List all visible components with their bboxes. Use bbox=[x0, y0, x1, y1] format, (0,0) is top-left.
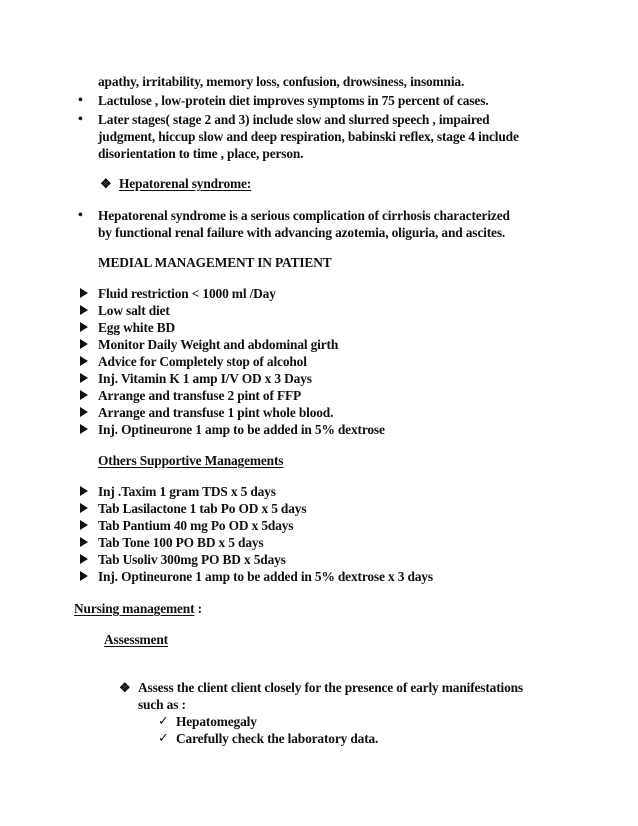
arrow-bullet-icon bbox=[80, 404, 88, 421]
arrow-bullet-icon bbox=[80, 319, 88, 336]
arrow-bullet-icon bbox=[80, 483, 88, 500]
check-icon: ✓ bbox=[158, 714, 169, 729]
list-item: Egg white BD bbox=[98, 320, 176, 335]
assess-line-1: Assess the client client closely for the presence of early manifestations bbox=[138, 680, 523, 695]
arrow-bullet-icon bbox=[80, 534, 88, 551]
arrow-bullet-icon bbox=[80, 551, 88, 568]
list-item: Low salt diet bbox=[98, 303, 170, 318]
list-item: Inj. Optineurone 1 amp to be added in 5% dextrose x 3 days bbox=[98, 569, 433, 584]
supportive-heading: Others Supportive Managements bbox=[98, 453, 284, 468]
nursing-management-colon: : bbox=[194, 601, 202, 616]
arrow-bullet-icon bbox=[80, 336, 88, 353]
hepatorenal-line-2: by functional renal failure with advancing azotemia, oliguria, and ascites. bbox=[98, 225, 506, 240]
intro-continuation: apathy, irritability, memory loss, confusion, drowsiness, insomnia. bbox=[98, 74, 465, 89]
list-item: Tab Usoliv 300mg PO BD x 5days bbox=[98, 552, 286, 567]
hepatorenal-heading: Hepatorenal syndrome: bbox=[119, 176, 252, 191]
list-item: Inj. Vitamin K 1 amp I/V OD x 3 Days bbox=[98, 371, 312, 386]
lactulose-text: Lactulose , low-protein diet improves symptoms in 75 percent of cases. bbox=[98, 93, 489, 108]
arrow-bullet-icon bbox=[80, 517, 88, 534]
arrow-bullet-icon bbox=[80, 421, 88, 438]
check-item-hepatomegaly: Hepatomegaly bbox=[176, 714, 257, 729]
assess-line-2: such as : bbox=[138, 697, 186, 712]
diamond-bullet-icon: ❖ bbox=[119, 680, 131, 695]
list-item: Advice for Completely stop of alcohol bbox=[98, 354, 307, 369]
list-item: Monitor Daily Weight and abdominal girth bbox=[98, 337, 339, 352]
check-icon: ✓ bbox=[158, 731, 169, 746]
list-item: Tab Pantium 40 mg Po OD x 5days bbox=[98, 518, 294, 533]
later-stages-line-1: Later stages( stage 2 and 3) include slow and slurred speech , impaired bbox=[98, 112, 490, 127]
arrow-bullet-icon bbox=[80, 285, 88, 302]
list-item: Arrange and transfuse 1 pint whole blood. bbox=[98, 405, 334, 420]
later-stages-line-3: disorientation to time , place, person. bbox=[98, 146, 304, 161]
later-stages-line-2: judgment, hiccup slow and deep respiration, babinski reflex, stage 4 include bbox=[98, 129, 519, 144]
arrow-bullet-icon bbox=[80, 302, 88, 319]
list-item: Inj. Optineurone 1 amp to be added in 5% dextrose bbox=[98, 422, 385, 437]
diamond-bullet-icon: ❖ bbox=[100, 176, 112, 191]
list-item: Tab Lasilactone 1 tab Po OD x 5 days bbox=[98, 501, 307, 516]
list-item: Arrange and transfuse 2 pint of FFP bbox=[98, 388, 302, 403]
arrow-bullet-icon bbox=[80, 387, 88, 404]
nursing-management-heading bbox=[74, 600, 202, 617]
nursing-management-title: Nursing management bbox=[74, 601, 195, 616]
bullet-icon: • bbox=[78, 112, 83, 127]
arrow-bullet-icon bbox=[80, 370, 88, 387]
medical-management-heading: MEDIAL MANAGEMENT IN PATIENT bbox=[98, 255, 332, 270]
assessment-heading: Assessment bbox=[104, 632, 168, 647]
list-item: Fluid restriction < 1000 ml /Day bbox=[98, 286, 276, 301]
bullet-icon: • bbox=[78, 93, 83, 108]
bullet-icon: • bbox=[78, 208, 83, 223]
hepatorenal-line-1: Hepatorenal syndrome is a serious complication of cirrhosis characterized bbox=[98, 208, 510, 223]
list-item: Tab Tone 100 PO BD x 5 days bbox=[98, 535, 264, 550]
arrow-bullet-icon bbox=[80, 500, 88, 517]
arrow-bullet-icon bbox=[80, 568, 88, 585]
arrow-bullet-icon bbox=[80, 353, 88, 370]
check-item-lab-data: Carefully check the laboratory data. bbox=[176, 731, 379, 746]
list-item: Inj .Taxim 1 gram TDS x 5 days bbox=[98, 484, 276, 499]
